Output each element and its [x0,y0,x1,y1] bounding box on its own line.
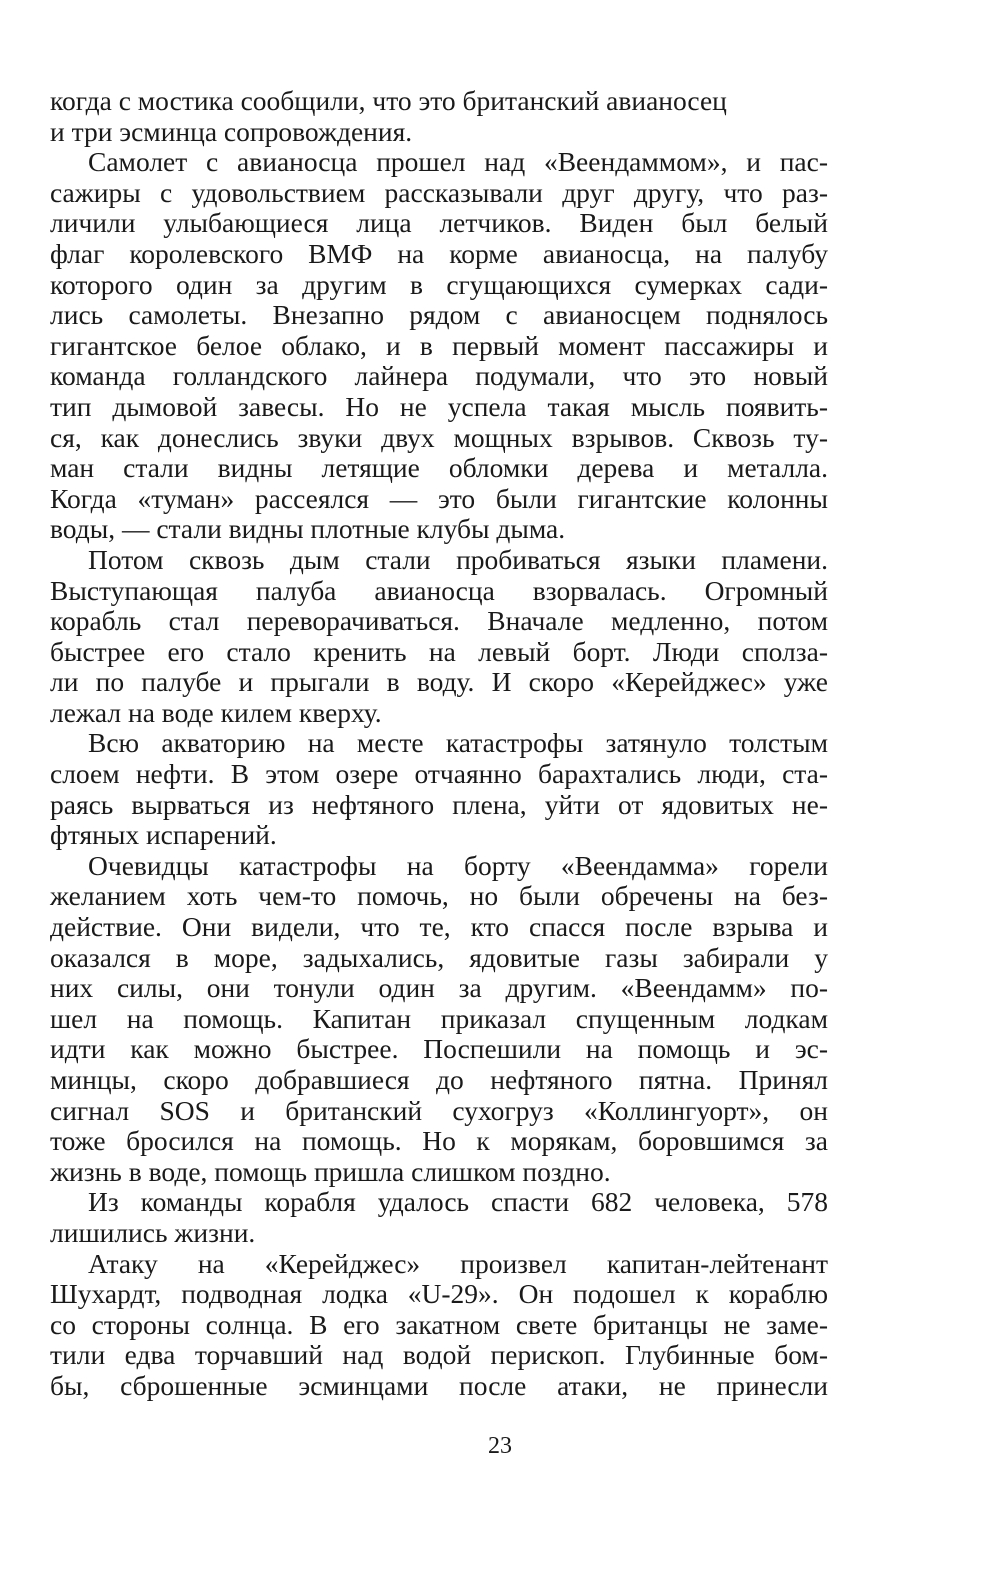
text-line: ся, как донеслись звуки двух мощных взрывов. Сквозь ту- [50,421,828,453]
paragraph-first-line: Потом сквозь дым стали пробиваться языки пламени. [88,543,828,575]
text-line: корабль стал переворачиваться. Вначале медленно, потом [50,605,828,637]
text-line: слоем нефти. В этом озере отчаянно барахтались люди, ста- [50,758,828,790]
text-line: лись самолеты. Внезапно рядом с авианосцем поднялось [50,299,828,331]
text-line: ман стали видны летящие обломки дерева и металла. [50,452,828,484]
text-line: и три эсминца сопровождения. [50,115,413,147]
text-line: тип дымовой завесы. Но не успела такая мысль появить- [50,390,828,422]
paragraph-first-line: Из команды корабля удалось спасти 682 человека, 578 [88,1186,828,1218]
text-line: флаг королевского ВМФ на корме авианосца, на палубу [50,237,828,269]
text-line: Когда «туман» рассеялся — это были гигантские колонны [50,482,828,514]
text-line: лежал на воде килем кверху. [50,696,382,728]
text-line: личили улыбающиеся лица летчиков. Виден был белый [50,207,828,239]
text-line: жизнь в воде, помощь пришла слишком поздно. [50,1155,611,1187]
text-line: тили едва торчавший над водой перископ. Глубинные бом- [50,1339,828,1371]
text-line: Выступающая палуба авианосца взорвалась. Огромный [50,574,828,606]
paragraph-first-line: Атаку на «Керейджес» произвел капитан-лейтенант [88,1247,828,1279]
text-line: которого один за другим в сгущающихся сумерках сади- [50,268,828,300]
text-line: действие. Они видели, что те, кто спасся после взрыва и [50,911,828,943]
text-line: ли по палубе и прыгали в воду. И скоро «Керейджес» уже [50,666,828,698]
text-line: команда голландского лайнера подумали, что это новый [50,360,828,392]
text-line: идти как можно быстрее. Поспешили на помощь и эс- [50,1033,828,1065]
text-line: минцы, скоро добравшиеся до нефтяного пятна. Принял [50,1064,828,1095]
text-line: сажиры с удовольствием рассказывали друг другу, что раз- [50,176,828,208]
text-line: оказался в море, задыхались, ядовитые газы забирали у [50,941,828,973]
paragraph-first-line: Самолет с авианосца прошел над «Веендаммом», и пас- [88,146,828,178]
text-line: них силы, они тонули один за другим. «Веендамм» по- [50,972,828,1004]
text-line: Шухардт, подводная лодка «U-29». Он подошел к кораблю [50,1278,828,1310]
text-line: со стороны солнца. В его закатном свете британцы не заме- [50,1308,828,1340]
page-number: 23 [488,1433,512,1459]
text-line: гигантское белое облако, и в первый момент пассажиры и [50,329,828,361]
text-line: тоже бросился на помощь. Но к морякам, боровшимся за [50,1125,828,1157]
text-line: сигнал SOS и британский сухогруз «Коллингуорт», он [50,1094,828,1126]
body-text [50,86,828,1402]
paragraph-first-line: Очевидцы катастрофы на борту «Веендамма» горели [88,849,828,881]
text-line: шел на помощь. Капитан приказал спущенным лодкам [50,1002,828,1034]
text-line: раясь вырваться из нефтяного плена, уйти от ядовитых не- [50,788,828,820]
text-line: бы, сброшенные эсминцами после атаки, не принесли [50,1369,828,1401]
text-line: лишились жизни. [50,1216,256,1248]
text-line: фтяных испарений. [50,819,277,851]
text-line: когда с мостика сообщили, что это британский авианосец [50,85,727,116]
text-line: желанием хоть чем-то помочь, но были обречены на без- [50,880,828,912]
text-line: быстрее его стало кренить на левый борт. Люди сполза- [50,635,828,667]
text-line: воды, — стали видны плотные клубы дыма. [50,513,566,545]
paragraph-first-line: Всю акваторию на месте катастрофы затянуло толстым [88,727,828,759]
